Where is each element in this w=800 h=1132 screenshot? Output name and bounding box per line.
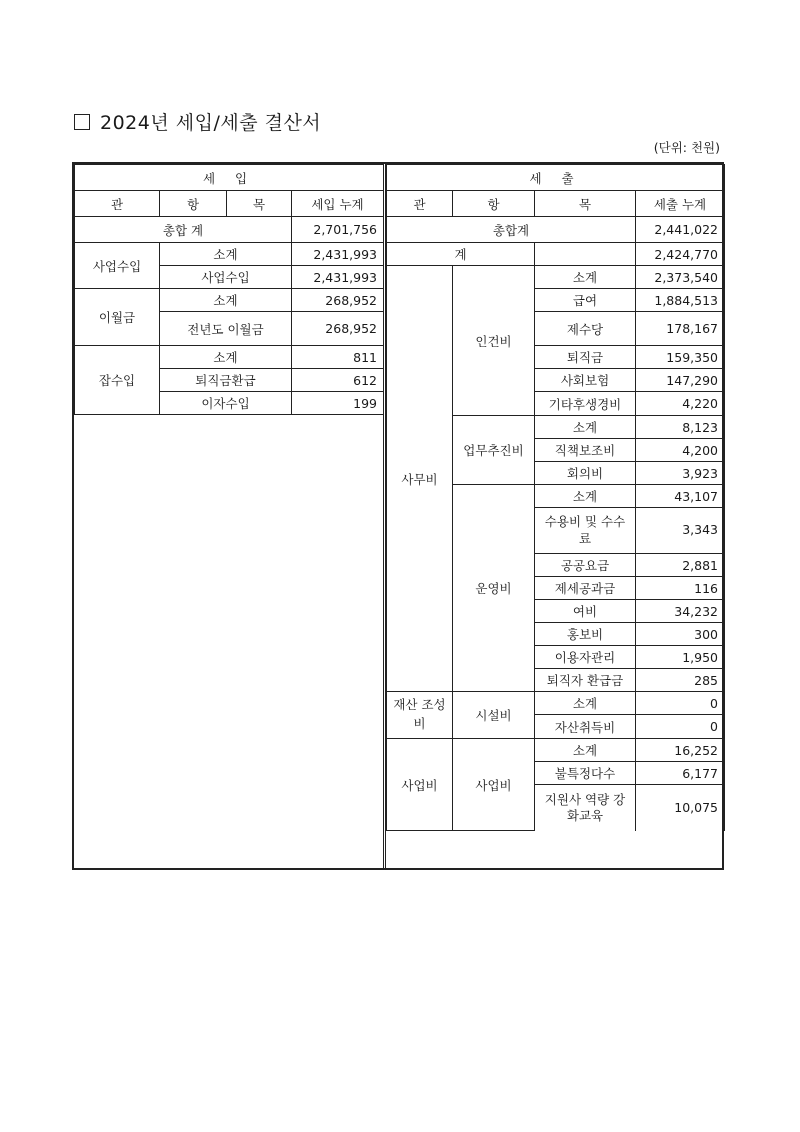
- expense-hang: 사업비: [453, 739, 535, 831]
- checkbox-icon: [74, 114, 90, 130]
- income-value: 268,952: [292, 312, 384, 346]
- income-mok: 퇴직금환급: [160, 369, 292, 392]
- expense-table: [386, 164, 725, 831]
- unit-label: (단위: 천원): [653, 140, 720, 155]
- expense-mok: 소계: [535, 416, 636, 439]
- expense-mok: 퇴직금: [535, 346, 636, 369]
- expense-mok: 급여: [535, 289, 636, 312]
- income-col-hang: 항: [160, 191, 227, 217]
- income-table: [74, 164, 384, 415]
- expense-value: 8,123: [636, 416, 725, 439]
- expense-value: 3,923: [636, 462, 725, 485]
- expense-gye-label: 계: [387, 243, 535, 266]
- expense-mok: 소계: [535, 739, 636, 762]
- expense-col-sum: 세출 누계: [636, 191, 725, 217]
- expense-value: 1,884,513: [636, 289, 725, 312]
- expense-gwan: 재산 조성비: [387, 692, 453, 739]
- expense-gye-empty: [535, 243, 636, 266]
- income-header: 세 입: [75, 165, 384, 191]
- expense-value: 10,075: [636, 785, 725, 831]
- expense-value: 34,232: [636, 600, 725, 623]
- expense-value: 178,167: [636, 312, 725, 346]
- expense-total-value: 2,441,022: [636, 217, 725, 243]
- income-value: 612: [292, 369, 384, 392]
- expense-value: 147,290: [636, 369, 725, 392]
- expense-gwan: 사업비: [387, 739, 453, 831]
- expense-value: 4,200: [636, 439, 725, 462]
- expense-hang: 시설비: [453, 692, 535, 739]
- income-mok: 이자수입: [160, 392, 292, 415]
- expense-mok: 공공요금: [535, 554, 636, 577]
- expense-hang: 인건비: [453, 266, 535, 416]
- income-col-gwan: 관: [75, 191, 160, 217]
- expense-mok: 제수당: [535, 312, 636, 346]
- expense-hang: 업무추진비: [453, 416, 535, 485]
- expense-col-mok: 목: [535, 191, 636, 217]
- expense-mok: 소계: [535, 692, 636, 715]
- expense-header: 세 출: [387, 165, 725, 191]
- income-gwan: 잡수입: [75, 346, 160, 415]
- expense-value: 159,350: [636, 346, 725, 369]
- title-text: 2024년 세입/세출 결산서: [100, 112, 322, 134]
- expense-value: 285: [636, 669, 725, 692]
- expense-gye-value: 2,424,770: [636, 243, 725, 266]
- expense-value: 0: [636, 692, 725, 715]
- expense-value: 2,881: [636, 554, 725, 577]
- expense-value: 16,252: [636, 739, 725, 762]
- expense-value: 0: [636, 715, 725, 739]
- expense-col-gwan: 관: [387, 191, 453, 217]
- expense-mok: 수용비 및 수수료: [535, 508, 636, 554]
- expense-mok: 지원사 역량 강화교육: [535, 785, 636, 831]
- income-col-mok: 목: [227, 191, 292, 217]
- income-gwan: 사업수입: [75, 243, 160, 289]
- expense-mok: 소계: [535, 266, 636, 289]
- income-value: 199: [292, 392, 384, 415]
- expense-hang: 운영비: [453, 485, 535, 692]
- expense-value: 116: [636, 577, 725, 600]
- income-total-label: 총합 계: [75, 217, 292, 243]
- income-col-sum: 세입 누계: [292, 191, 384, 217]
- expense-value: 6,177: [636, 762, 725, 785]
- expense-mok: 이용자관리: [535, 646, 636, 669]
- expense-value: 2,373,540: [636, 266, 725, 289]
- expense-value: 300: [636, 623, 725, 646]
- expense-mok: 기타후생경비: [535, 392, 636, 416]
- expense-mok: 불특정다수: [535, 762, 636, 785]
- expense-mok: 홍보비: [535, 623, 636, 646]
- expense-mok: 여비: [535, 600, 636, 623]
- expense-mok: 소계: [535, 485, 636, 508]
- expense-mok: 직책보조비: [535, 439, 636, 462]
- settlement-table: [72, 162, 724, 870]
- expense-col-hang: 항: [453, 191, 535, 217]
- expense-mok: 자산취득비: [535, 715, 636, 739]
- income-value: 268,952: [292, 289, 384, 312]
- income-gwan: 이월금: [75, 289, 160, 346]
- expense-mok: 회의비: [535, 462, 636, 485]
- expense-gwan: 사무비: [387, 266, 453, 692]
- expense-value: 43,107: [636, 485, 725, 508]
- page-title: [74, 108, 321, 135]
- expense-total-label: 총합계: [387, 217, 636, 243]
- expense-mok: 사회보험: [535, 369, 636, 392]
- expense-value: 3,343: [636, 508, 725, 554]
- income-total-value: 2,701,756: [292, 217, 384, 243]
- income-value: 811: [292, 346, 384, 369]
- income-mok: 소계: [160, 289, 292, 312]
- income-mok: 사업수입: [160, 266, 292, 289]
- income-value: 2,431,993: [292, 243, 384, 266]
- income-mok: 소계: [160, 346, 292, 369]
- income-mok: 소계: [160, 243, 292, 266]
- expense-mok: 퇴직자 환급금: [535, 669, 636, 692]
- expense-mok: 제세공과금: [535, 577, 636, 600]
- income-value: 2,431,993: [292, 266, 384, 289]
- income-mok: 전년도 이월금: [160, 312, 292, 346]
- expense-value: 4,220: [636, 392, 725, 416]
- expense-value: 1,950: [636, 646, 725, 669]
